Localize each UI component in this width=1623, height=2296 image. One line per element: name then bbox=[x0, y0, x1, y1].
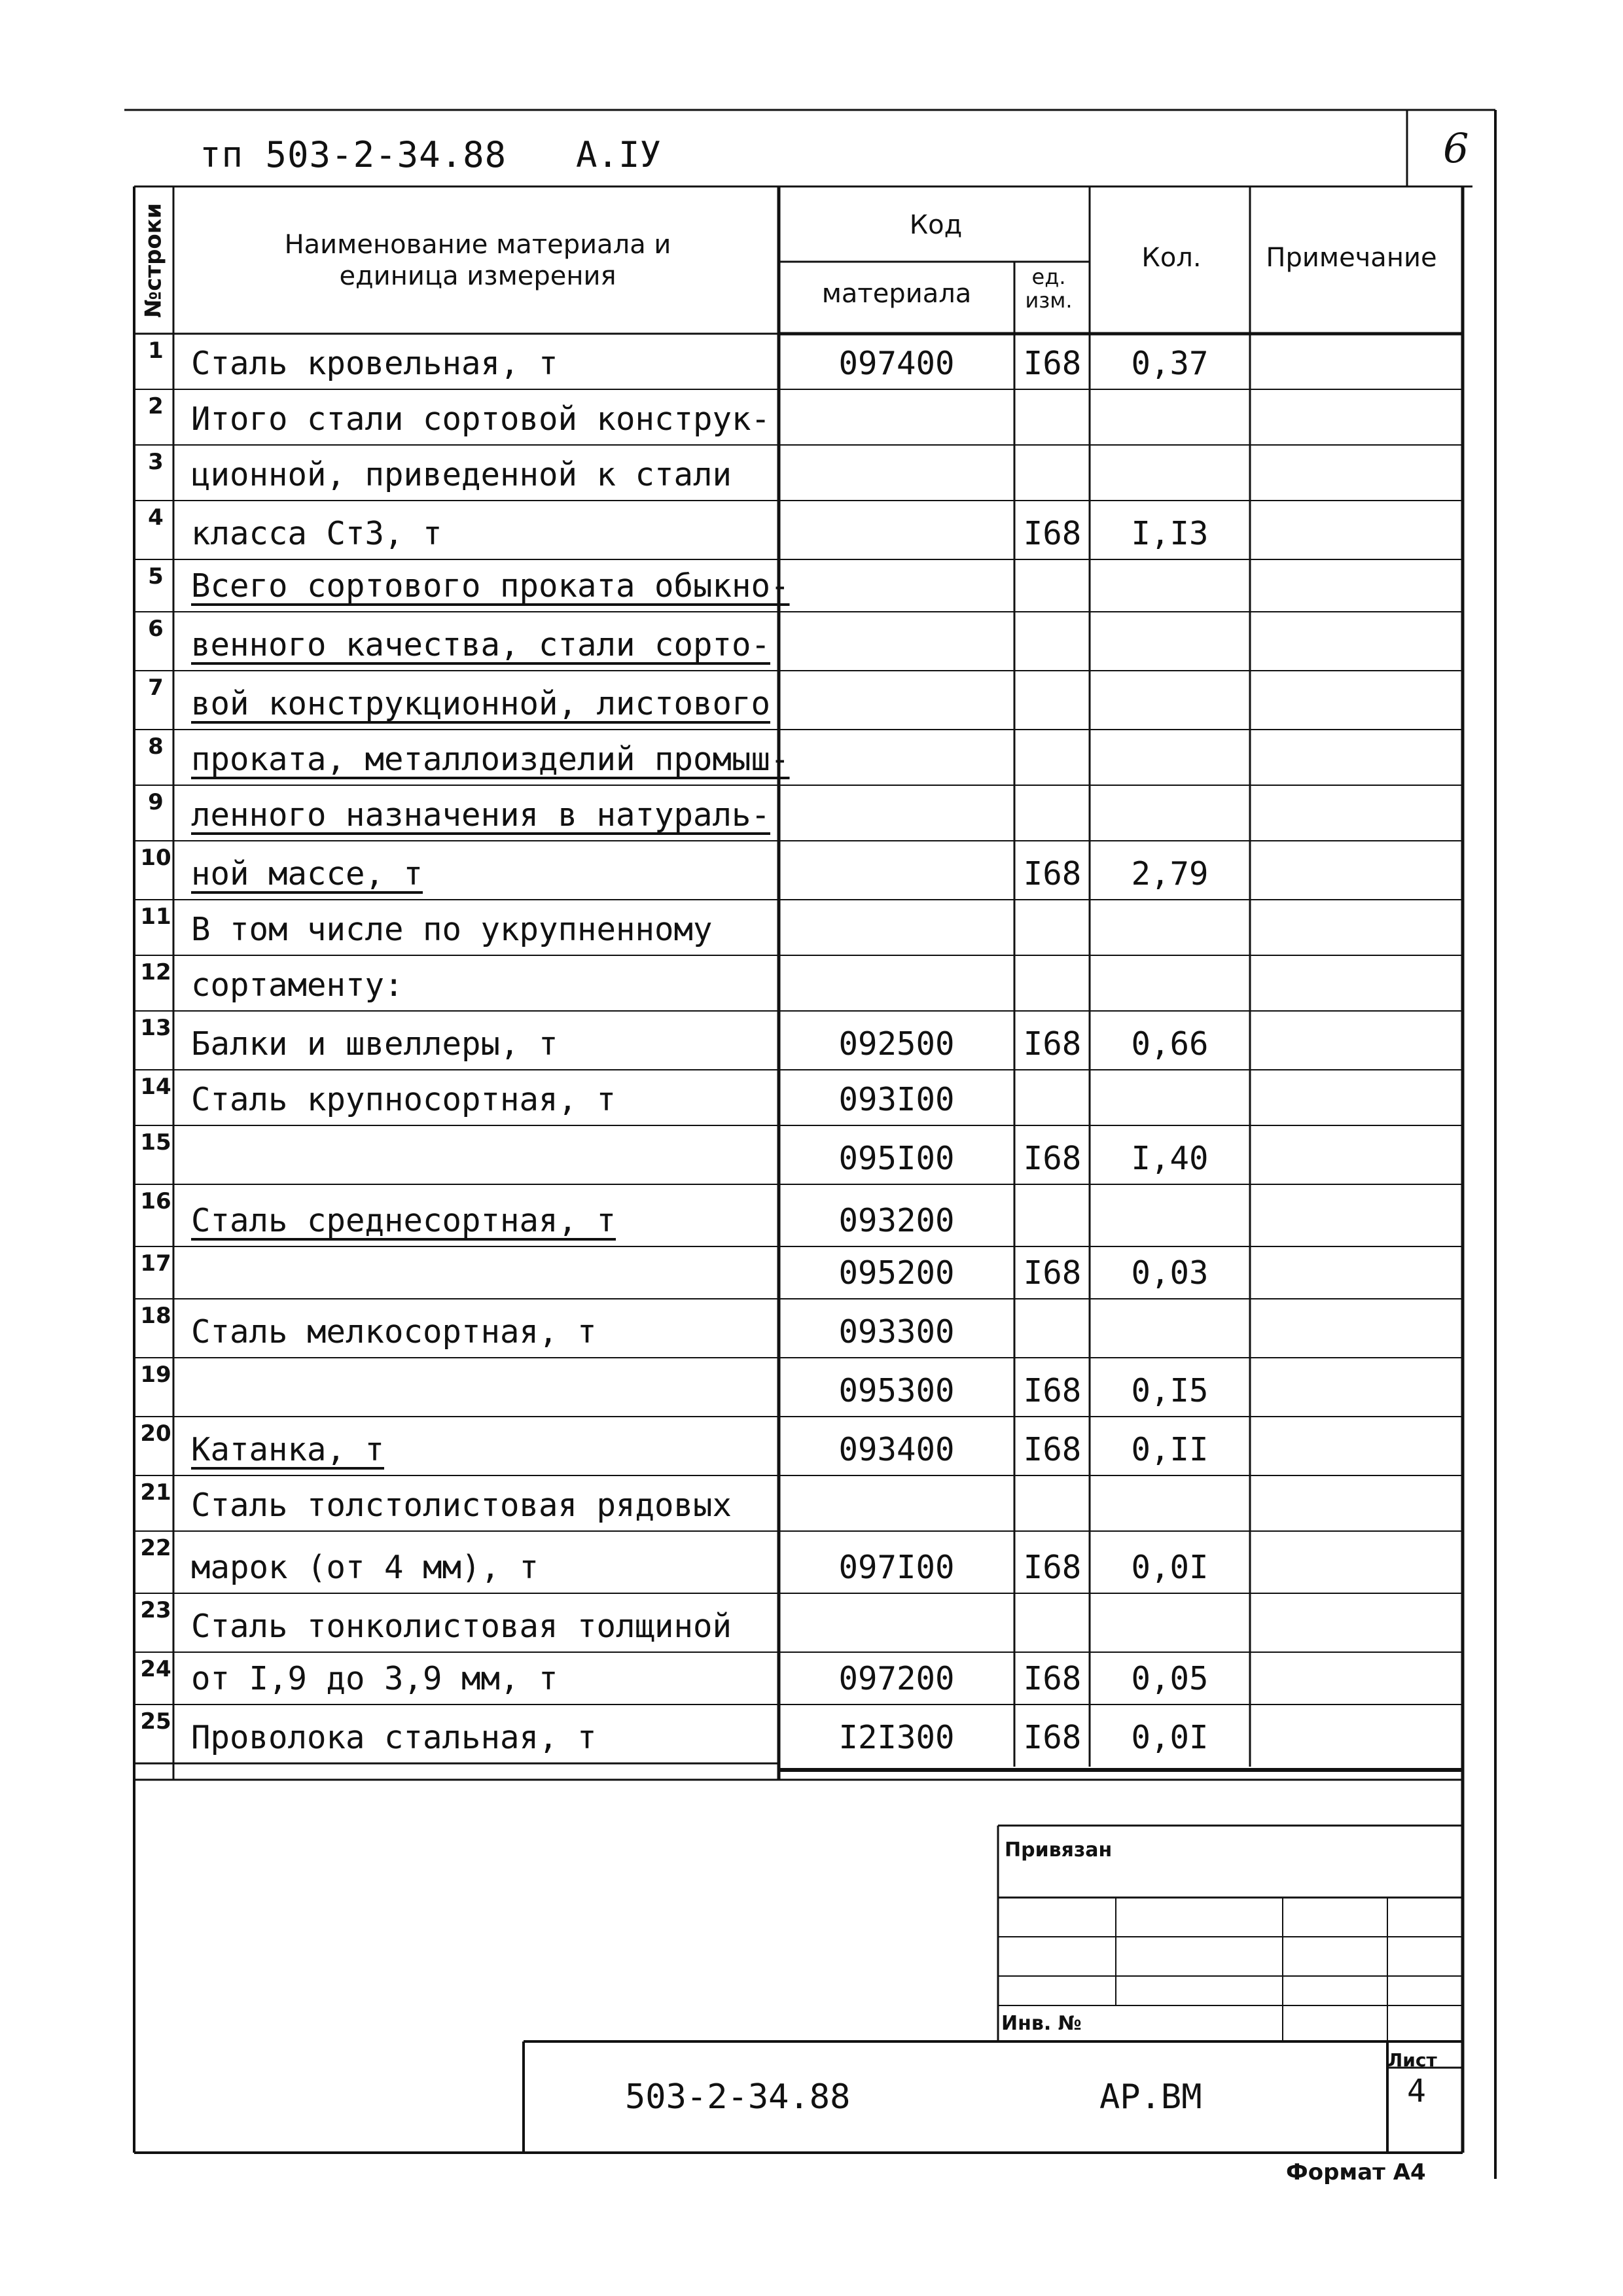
quantity: 0,05 bbox=[1131, 1660, 1209, 1697]
quantity: I,40 bbox=[1131, 1140, 1209, 1177]
column-header-note: Примечание bbox=[1266, 243, 1437, 273]
row-number: 3 bbox=[148, 449, 164, 475]
row-number: 19 bbox=[140, 1362, 171, 1388]
material-name: Сталь крупносортная, т bbox=[191, 1081, 616, 1118]
quantity: 0,II bbox=[1131, 1431, 1209, 1468]
unit-code: I68 bbox=[1023, 1140, 1082, 1177]
material-name: Сталь тонколистовая толщиной bbox=[191, 1608, 732, 1645]
unit-code: I68 bbox=[1023, 515, 1082, 552]
column-header-qty: Кол. bbox=[1141, 243, 1202, 273]
unit-code: I68 bbox=[1023, 1431, 1082, 1468]
row-number: 10 bbox=[140, 845, 171, 871]
row-number: 20 bbox=[140, 1421, 171, 1447]
quantity: 0,0I bbox=[1131, 1719, 1209, 1756]
document-part: А.IУ bbox=[576, 134, 662, 175]
unit-code: I68 bbox=[1023, 855, 1082, 892]
material-name: Сталь кровельная, т bbox=[191, 345, 558, 382]
sheet-value: 4 bbox=[1407, 2073, 1426, 2110]
unit-code: I68 bbox=[1023, 1025, 1082, 1063]
material-name: В том числе по укрупненному bbox=[191, 911, 713, 948]
unit-code: I68 bbox=[1023, 1660, 1082, 1697]
row-number: 6 bbox=[148, 616, 164, 642]
row-number: 12 bbox=[140, 959, 171, 985]
material-name: Сталь среднесортная, т bbox=[191, 1202, 616, 1239]
quantity: 2,79 bbox=[1131, 855, 1209, 892]
row-number: 24 bbox=[140, 1656, 171, 1682]
unit-code: I68 bbox=[1023, 1372, 1082, 1409]
material-code: 097400 bbox=[838, 345, 955, 382]
material-name: Катанка, т bbox=[191, 1431, 385, 1468]
quantity: 0,66 bbox=[1131, 1025, 1209, 1063]
material-name: проката, металлоизделий промыш- bbox=[191, 741, 790, 778]
row-number: 14 bbox=[140, 1074, 171, 1100]
material-name: от I,9 до 3,9 мм, т bbox=[191, 1660, 558, 1697]
column-header-code-material: материала bbox=[821, 279, 972, 309]
material-name: ной массе, т bbox=[191, 855, 423, 892]
linked-label: Привязан bbox=[1005, 1839, 1113, 1862]
row-number: 23 bbox=[140, 1597, 171, 1623]
row-number: 2 bbox=[148, 393, 164, 419]
material-code: 095200 bbox=[838, 1254, 955, 1292]
row-number: 1 bbox=[148, 338, 164, 364]
title-document-code: 503-2-34.88 bbox=[625, 2077, 851, 2117]
material-code: 097200 bbox=[838, 1660, 955, 1697]
material-name: класса Ст3, т bbox=[191, 515, 442, 552]
quantity: I,I3 bbox=[1131, 515, 1209, 552]
material-name: венного качества, стали сорто- bbox=[191, 626, 771, 663]
row-number: 25 bbox=[140, 1708, 171, 1735]
row-number: 21 bbox=[140, 1479, 171, 1506]
material-code: 092500 bbox=[838, 1025, 955, 1063]
row-number: 4 bbox=[148, 504, 164, 531]
row-number: 15 bbox=[140, 1129, 171, 1156]
material-name: сортаменту: bbox=[191, 966, 404, 1004]
material-name: Сталь мелкосортная, т bbox=[191, 1313, 597, 1351]
row-number: 7 bbox=[148, 675, 164, 701]
unit-code: I68 bbox=[1023, 1254, 1082, 1292]
material-name: ционной, приведенной к стали bbox=[191, 456, 732, 493]
material-code: 093200 bbox=[838, 1202, 955, 1239]
inventory-number-label: Инв. № bbox=[1001, 2012, 1082, 2035]
title-document-mark: АР.ВМ bbox=[1099, 2077, 1202, 2117]
material-code: 093400 bbox=[838, 1431, 955, 1468]
column-header-code-unit: ед. изм. bbox=[1025, 264, 1073, 313]
sheet-label: Лист bbox=[1387, 2049, 1437, 2071]
row-number: 22 bbox=[140, 1535, 171, 1561]
row-number: 8 bbox=[148, 733, 164, 760]
column-header-code: Код bbox=[909, 210, 963, 240]
material-name: вой конструкционной, листового bbox=[191, 685, 771, 722]
material-name: Проволока стальная, т bbox=[191, 1719, 597, 1756]
material-name: Всего сортового проката обыкно- bbox=[191, 567, 790, 605]
document-code: тп 503-2-34.88 bbox=[200, 134, 507, 175]
paper-format: Формат А4 bbox=[1286, 2159, 1426, 2185]
material-name: Итого стали сортовой конструк- bbox=[191, 400, 771, 438]
material-name: Сталь толстолистовая рядовых bbox=[191, 1487, 732, 1524]
unit-code: I68 bbox=[1023, 1719, 1082, 1756]
unit-code: I68 bbox=[1023, 345, 1082, 382]
material-code: 093I00 bbox=[838, 1081, 955, 1118]
material-code: 093300 bbox=[838, 1313, 955, 1351]
column-header-rownum: №строки bbox=[141, 202, 167, 318]
material-name: марок (от 4 мм), т bbox=[191, 1549, 539, 1586]
material-name: Балки и швеллеры, т bbox=[191, 1025, 558, 1063]
column-header-name: Наименование материала и единица измерения bbox=[284, 230, 671, 291]
quantity: 0,03 bbox=[1131, 1254, 1209, 1292]
row-number: 18 bbox=[140, 1303, 171, 1329]
material-name: ленного назначения в натураль- bbox=[191, 796, 771, 834]
quantity: 0,I5 bbox=[1131, 1372, 1209, 1409]
quantity: 0,0I bbox=[1131, 1549, 1209, 1586]
row-number: 5 bbox=[148, 563, 164, 590]
row-number: 11 bbox=[140, 904, 171, 930]
sheet-number-top: 6 bbox=[1443, 124, 1469, 172]
row-number: 17 bbox=[140, 1250, 171, 1277]
row-number: 9 bbox=[148, 789, 164, 815]
material-code: I2I300 bbox=[838, 1719, 955, 1756]
quantity: 0,37 bbox=[1131, 345, 1209, 382]
material-code: 097I00 bbox=[838, 1549, 955, 1586]
unit-code: I68 bbox=[1023, 1549, 1082, 1586]
material-code: 095I00 bbox=[838, 1140, 955, 1177]
row-number: 16 bbox=[140, 1188, 171, 1214]
material-code: 095300 bbox=[838, 1372, 955, 1409]
row-number: 13 bbox=[140, 1015, 171, 1041]
